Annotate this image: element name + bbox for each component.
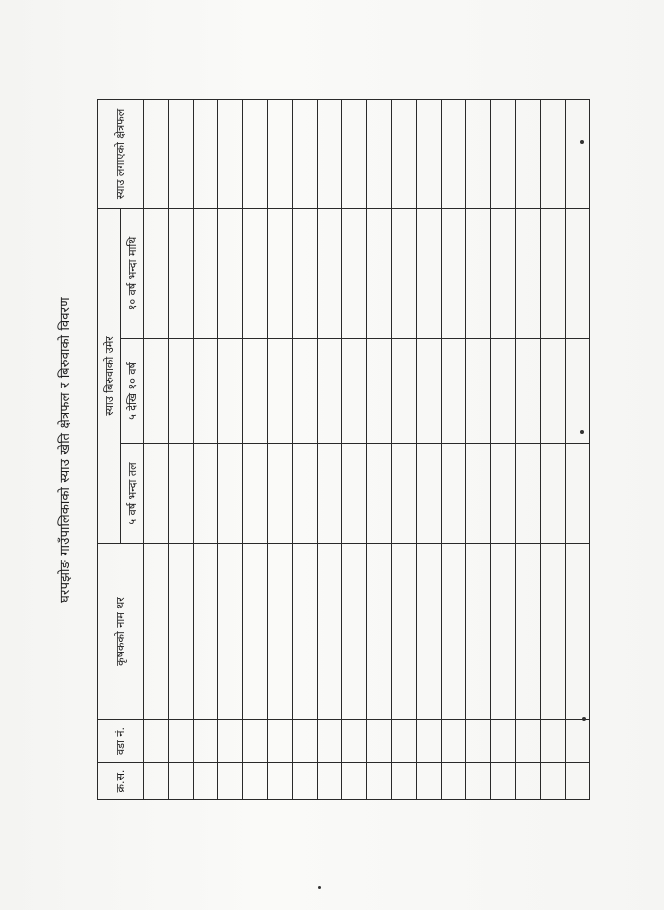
table-cell bbox=[540, 544, 565, 720]
table-cell bbox=[267, 763, 292, 800]
header-age-above-10: १० वर्ष भन्दा माथि bbox=[121, 208, 144, 338]
table-cell bbox=[342, 544, 367, 720]
scan-speck bbox=[582, 717, 586, 721]
table-cell bbox=[491, 763, 516, 800]
table-cell bbox=[515, 339, 540, 444]
table-cell bbox=[441, 208, 466, 338]
table-cell bbox=[466, 763, 491, 800]
table-cell bbox=[342, 444, 367, 544]
table-cell bbox=[565, 99, 590, 208]
header-age-below-5: ५ वर्ष भन्दा तल bbox=[121, 444, 144, 544]
table-cell bbox=[367, 444, 392, 544]
table-row bbox=[466, 99, 491, 799]
table-cell bbox=[168, 99, 193, 208]
table-row bbox=[144, 99, 169, 799]
table-cell bbox=[391, 763, 416, 800]
table-cell bbox=[540, 720, 565, 763]
table-cell bbox=[218, 720, 243, 763]
table-cell bbox=[218, 763, 243, 800]
scan-speck bbox=[580, 430, 584, 434]
table-row bbox=[193, 99, 218, 799]
table-cell bbox=[144, 720, 169, 763]
table-cell bbox=[168, 208, 193, 338]
table-row bbox=[491, 99, 516, 799]
table-cell bbox=[466, 339, 491, 444]
table-row bbox=[243, 99, 268, 799]
table-cell bbox=[168, 339, 193, 444]
table-cell bbox=[168, 444, 193, 544]
table-cell bbox=[416, 99, 441, 208]
table-cell bbox=[416, 763, 441, 800]
table-cell bbox=[317, 99, 342, 208]
table-cell bbox=[391, 720, 416, 763]
header-farmer-name: कृषकको नाम थर bbox=[98, 544, 144, 720]
form-title: घरपझोङ गाउँपालिकाको स्याउ खेति क्षेत्रफल र बिरुवाको विवरण bbox=[58, 297, 73, 603]
header-planted-area-text: स्याउ लगाएको क्षेत्रफल bbox=[114, 108, 127, 200]
table-cell bbox=[441, 339, 466, 444]
table-cell bbox=[342, 720, 367, 763]
table-cell bbox=[391, 99, 416, 208]
scan-speck bbox=[580, 140, 584, 144]
table-cell bbox=[367, 544, 392, 720]
table-cell bbox=[317, 208, 342, 338]
table-cell bbox=[243, 720, 268, 763]
table-cell bbox=[317, 544, 342, 720]
table-cell bbox=[218, 544, 243, 720]
table-cell bbox=[267, 208, 292, 338]
table-cell bbox=[466, 208, 491, 338]
table-cell bbox=[144, 208, 169, 338]
table-cell bbox=[168, 544, 193, 720]
table-cell bbox=[391, 544, 416, 720]
table-cell bbox=[441, 544, 466, 720]
table-cell bbox=[416, 444, 441, 544]
table-cell bbox=[491, 720, 516, 763]
table-cell bbox=[193, 763, 218, 800]
table-cell bbox=[416, 339, 441, 444]
table-cell bbox=[168, 763, 193, 800]
table-cell bbox=[441, 99, 466, 208]
table-cell bbox=[515, 720, 540, 763]
table-cell bbox=[267, 339, 292, 444]
table-cell bbox=[391, 339, 416, 444]
table-cell bbox=[243, 339, 268, 444]
table-cell bbox=[565, 720, 590, 763]
table-cell bbox=[565, 339, 590, 444]
table-cell bbox=[267, 444, 292, 544]
table-cell bbox=[491, 444, 516, 544]
table-cell bbox=[416, 208, 441, 338]
table-cell bbox=[193, 208, 218, 338]
table-cell bbox=[218, 444, 243, 544]
table-cell bbox=[144, 444, 169, 544]
table-cell bbox=[218, 208, 243, 338]
table-cell bbox=[466, 720, 491, 763]
table-cell bbox=[218, 339, 243, 444]
table-cell bbox=[193, 339, 218, 444]
table-cell bbox=[317, 763, 342, 800]
table-cell bbox=[441, 720, 466, 763]
table-cell bbox=[515, 208, 540, 338]
table-cell bbox=[144, 544, 169, 720]
table-cell bbox=[515, 444, 540, 544]
table-cell bbox=[466, 99, 491, 208]
table-cell bbox=[292, 444, 317, 544]
table-cell bbox=[267, 99, 292, 208]
table-cell bbox=[391, 444, 416, 544]
table-row bbox=[168, 99, 193, 799]
table-row bbox=[515, 99, 540, 799]
table-cell bbox=[292, 339, 317, 444]
table-cell bbox=[565, 544, 590, 720]
table-cell bbox=[540, 339, 565, 444]
table-cell bbox=[367, 763, 392, 800]
table-cell bbox=[515, 544, 540, 720]
table-cell bbox=[243, 99, 268, 208]
scan-speck bbox=[318, 886, 321, 889]
header-age-5-to-10: ५ देखि १० वर्ष bbox=[121, 339, 144, 444]
header-serial: क्र.स. bbox=[98, 763, 144, 800]
table-cell bbox=[317, 444, 342, 544]
table-cell bbox=[243, 444, 268, 544]
table-cell bbox=[515, 99, 540, 208]
table-cell bbox=[292, 763, 317, 800]
table-cell bbox=[367, 339, 392, 444]
table-cell bbox=[491, 99, 516, 208]
table-cell bbox=[292, 208, 317, 338]
table-cell bbox=[342, 208, 367, 338]
table-cell bbox=[317, 339, 342, 444]
header-tree-age: स्याउ बिरुवाको उमेर bbox=[98, 208, 121, 543]
table-cell bbox=[292, 544, 317, 720]
table-row bbox=[267, 99, 292, 799]
header-planted-area bbox=[98, 99, 144, 208]
table-row bbox=[367, 99, 392, 799]
table-cell bbox=[193, 544, 218, 720]
table-cell bbox=[243, 763, 268, 800]
table-cell bbox=[144, 763, 169, 800]
table-cell bbox=[342, 339, 367, 444]
table-cell bbox=[565, 208, 590, 338]
table-cell bbox=[515, 763, 540, 800]
table-cell bbox=[243, 208, 268, 338]
table-cell bbox=[466, 544, 491, 720]
table-row bbox=[218, 99, 243, 799]
table-cell bbox=[391, 208, 416, 338]
table-cell bbox=[144, 339, 169, 444]
table-cell bbox=[342, 99, 367, 208]
table-cell bbox=[491, 339, 516, 444]
table-cell bbox=[193, 444, 218, 544]
table-cell bbox=[565, 763, 590, 800]
table-cell bbox=[540, 763, 565, 800]
table-cell bbox=[144, 99, 169, 208]
table-cell bbox=[317, 720, 342, 763]
header-ward: वडा नं. bbox=[98, 720, 144, 763]
data-table bbox=[97, 99, 590, 800]
table-cell bbox=[168, 720, 193, 763]
table-cell bbox=[491, 544, 516, 720]
table-cell bbox=[218, 99, 243, 208]
table-cell bbox=[441, 444, 466, 544]
table-cell bbox=[367, 208, 392, 338]
table-cell bbox=[367, 720, 392, 763]
table-row bbox=[342, 99, 367, 799]
table-row bbox=[317, 99, 342, 799]
table-row bbox=[416, 99, 441, 799]
table-cell bbox=[540, 444, 565, 544]
table-cell bbox=[267, 720, 292, 763]
table-cell bbox=[565, 444, 590, 544]
table-cell bbox=[292, 99, 317, 208]
table-cell bbox=[342, 763, 367, 800]
table-row bbox=[540, 99, 565, 799]
table-cell bbox=[193, 720, 218, 763]
table-cell bbox=[441, 763, 466, 800]
table-row bbox=[565, 99, 590, 799]
table-cell bbox=[193, 99, 218, 208]
table-row bbox=[441, 99, 466, 799]
table-body bbox=[144, 99, 590, 799]
table-row bbox=[292, 99, 317, 799]
table-cell bbox=[540, 208, 565, 338]
table-cell bbox=[416, 720, 441, 763]
table-cell bbox=[540, 99, 565, 208]
table-cell bbox=[243, 544, 268, 720]
table-cell bbox=[267, 544, 292, 720]
table-cell bbox=[292, 720, 317, 763]
table-row bbox=[391, 99, 416, 799]
table-cell bbox=[416, 544, 441, 720]
rotated-form bbox=[58, 100, 602, 800]
table-cell bbox=[491, 208, 516, 338]
table-cell bbox=[466, 444, 491, 544]
table-cell bbox=[367, 99, 392, 208]
